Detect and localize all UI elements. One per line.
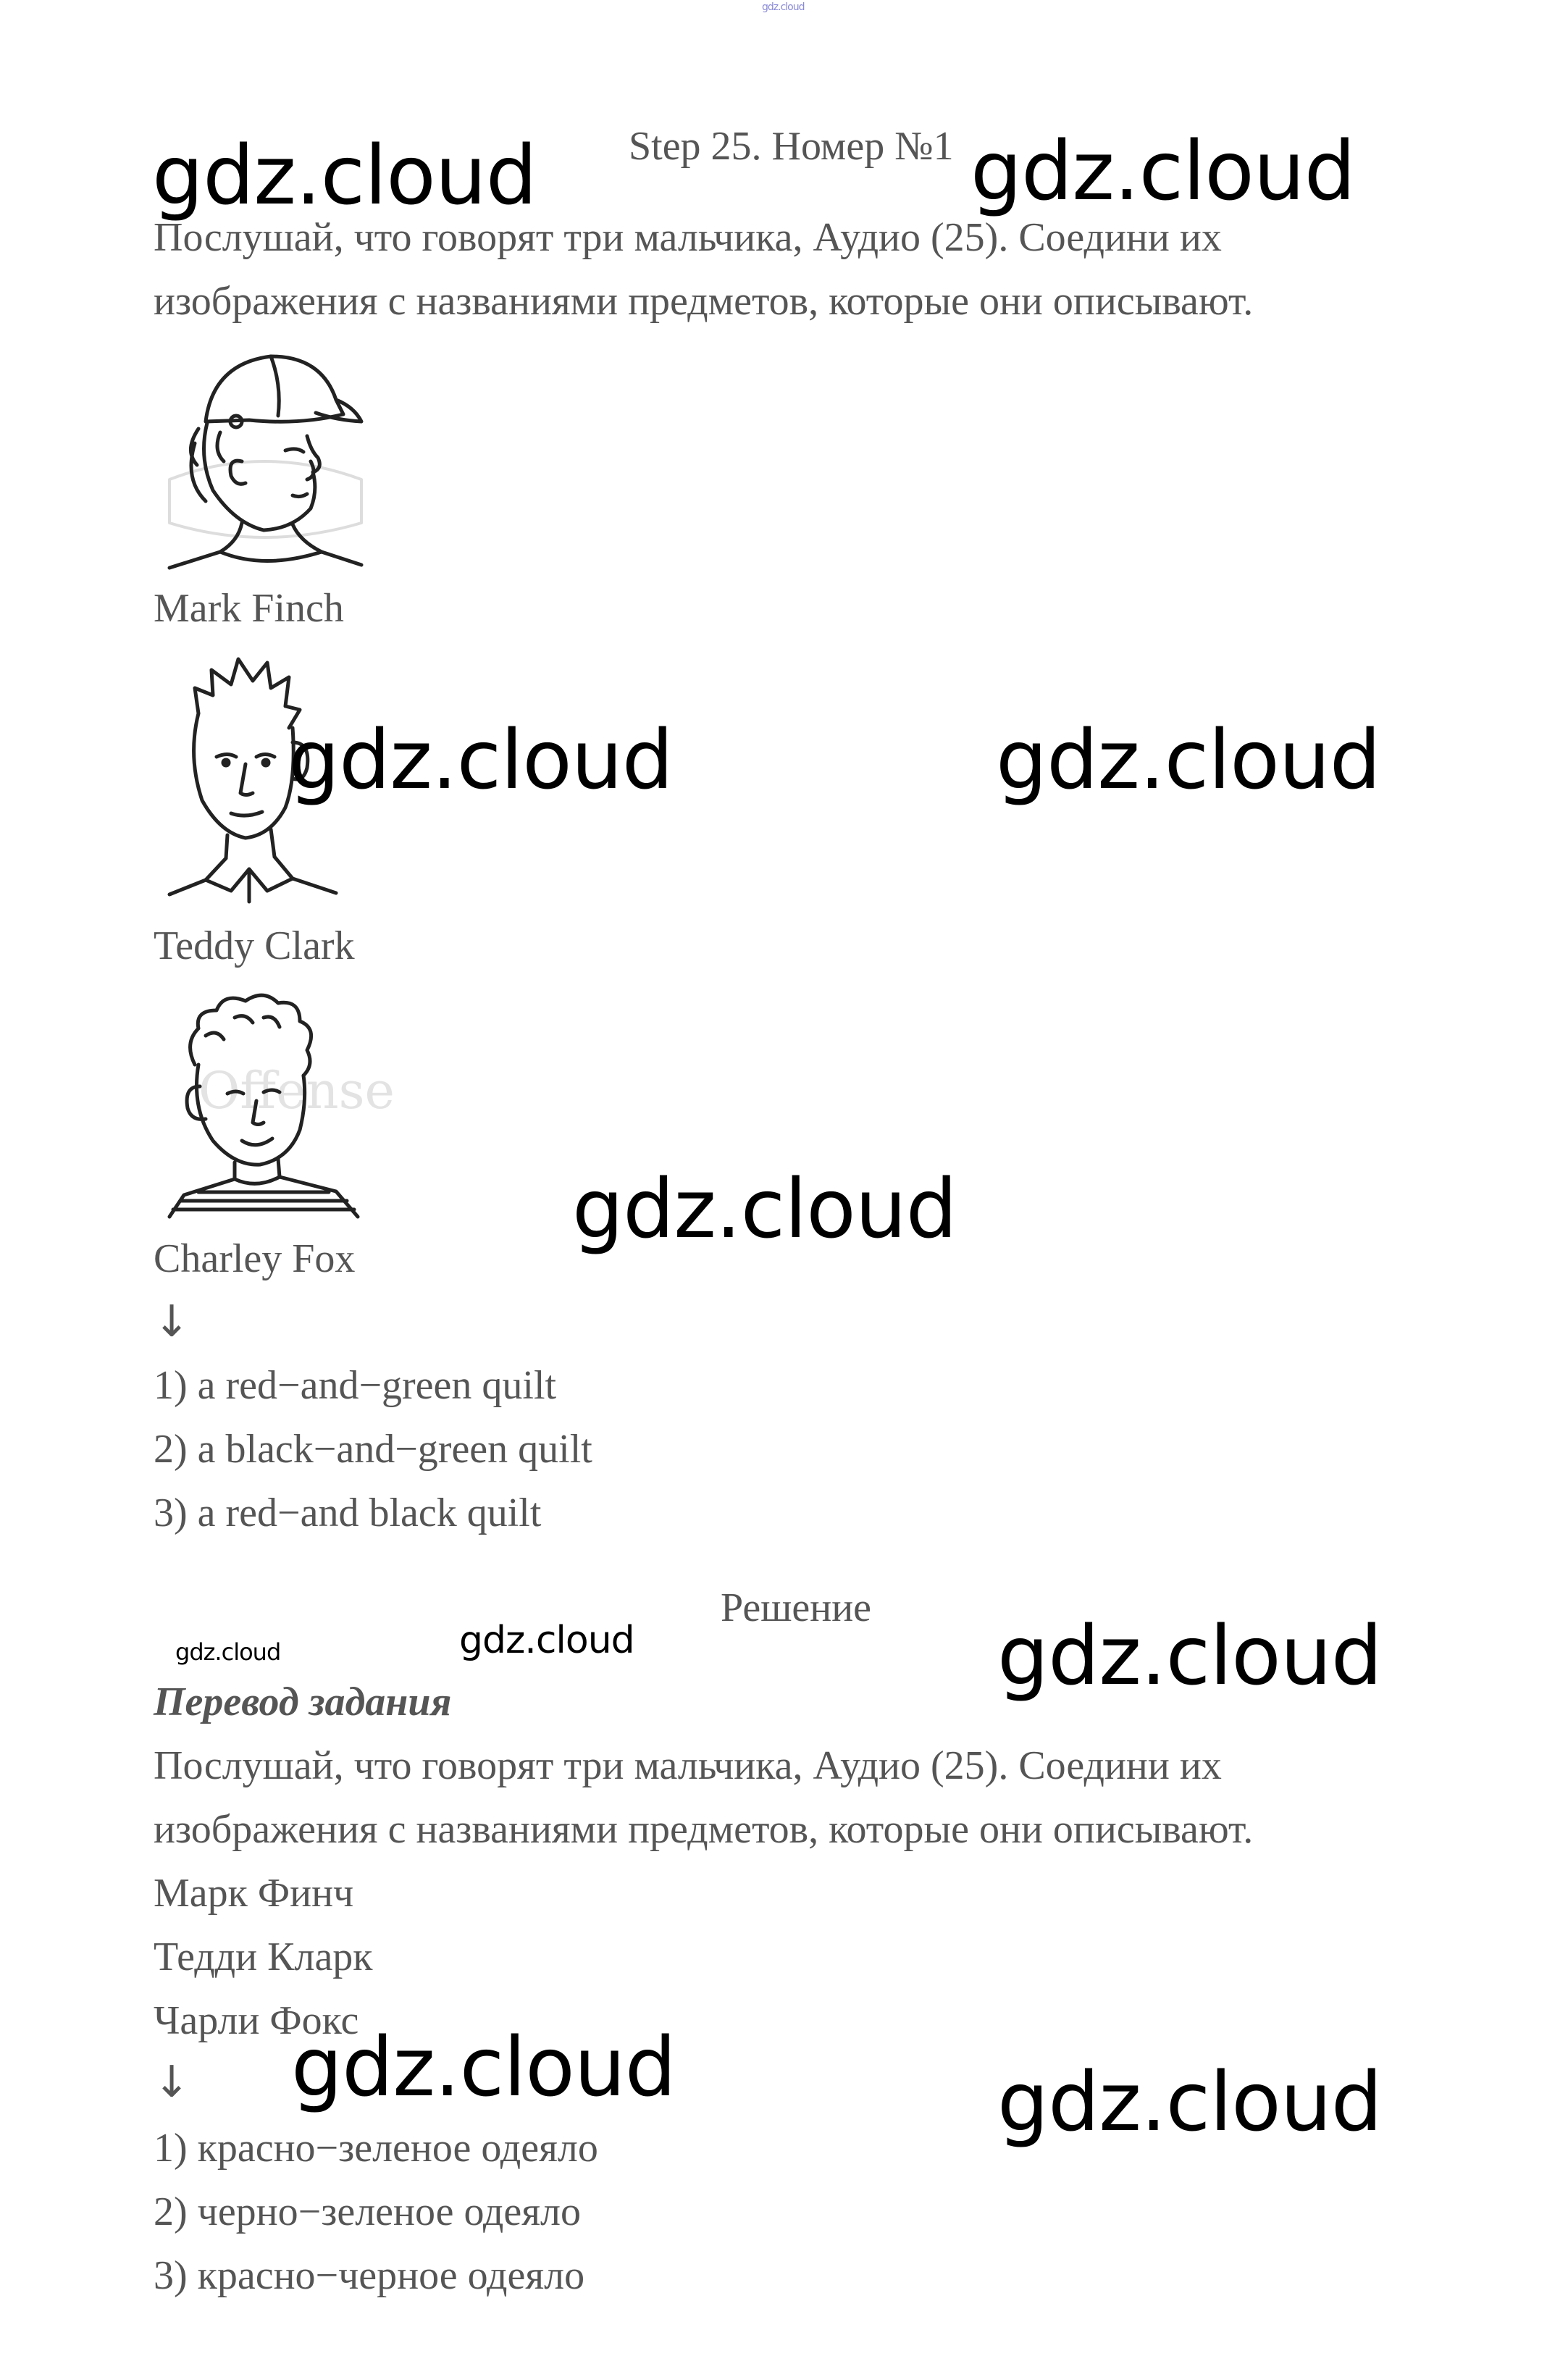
watermark: gdz.cloud [970, 125, 1355, 219]
translation-line-1: Послушай, что говорят три мальчика, Аудио (25). Соедини их [154, 1743, 1222, 1788]
boy-name: Teddy Clark [154, 923, 355, 968]
watermark: gdz.cloud [572, 1162, 957, 1257]
watermark: gdz.cloud [459, 1619, 634, 1662]
watermark: gdz.cloud [997, 2055, 1382, 2150]
item: 1) a red−and−green quilt [154, 1363, 557, 1408]
translated-item: 3) красно−черное одеяло [154, 2253, 585, 2298]
watermark: gdz.cloud [996, 713, 1380, 808]
down-arrow-icon: ↓ [154, 1296, 190, 1347]
translation-line-2: изображения с названиями предметов, которые они описывают. [154, 1807, 1254, 1852]
translated-item: 1) красно−зеленое одеяло [154, 2126, 598, 2171]
watermark: gdz.cloud [175, 1638, 281, 1666]
page-title: Step 25. Номер №1 [629, 124, 954, 169]
header-watermark: gdz.cloud [762, 1, 805, 13]
translated-item: 2) черно−зеленое одеяло [154, 2189, 581, 2234]
translated-name: Чарли Фокс [154, 1998, 359, 2043]
item: 3) a red−and black quilt [154, 1491, 542, 1535]
down-arrow-icon: ↓ [154, 2057, 190, 2108]
item: 2) a black−and−green quilt [154, 1427, 592, 1472]
task-line-2: изображения с названиями предметов, которые они описывают. [154, 279, 1254, 324]
watermark: gdz.cloud [291, 2021, 676, 2115]
translated-name: Тедди Кларк [154, 1934, 373, 1979]
watermark: gdz.cloud [997, 1609, 1382, 1703]
svg-text:Offense: Offense [198, 1061, 395, 1120]
watermark: gdz.cloud [152, 129, 537, 223]
translation-heading: Перевод задания [154, 1680, 452, 1724]
solution-heading: Решение [721, 1585, 872, 1630]
task-line-1: Послушай, что говорят три мальчика, Аудио (25). Соедини их [154, 215, 1222, 260]
translated-name: Марк Финч [154, 1871, 354, 1916]
boy-in-striped-shirt-portrait-icon [155, 985, 395, 1218]
boy-name: Charley Fox [154, 1236, 356, 1281]
watermark: gdz.cloud [288, 713, 673, 808]
boy-in-cap-portrait-icon [155, 335, 369, 574]
boy-name: Mark Finch [154, 586, 344, 631]
